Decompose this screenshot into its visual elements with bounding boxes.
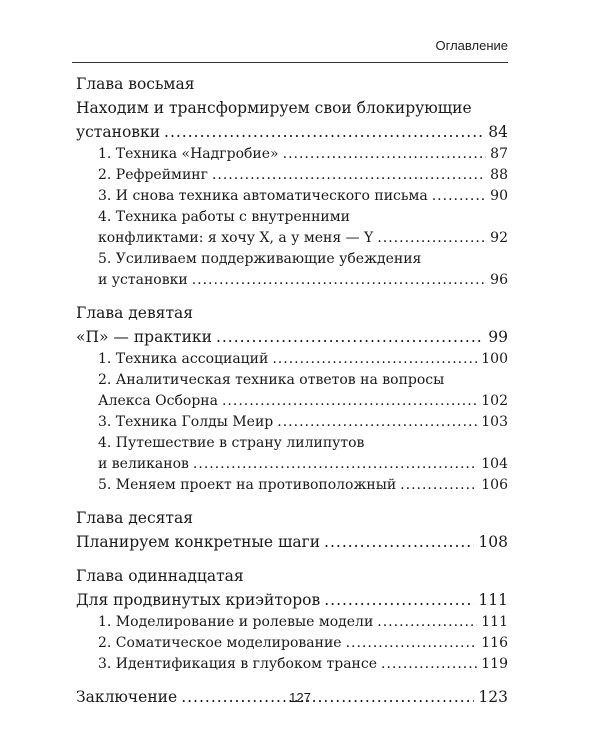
dot-leader [432, 186, 486, 207]
toc-entry[interactable] [76, 349, 508, 370]
entry-title: «П» — практики [76, 328, 212, 346]
dot-leader [324, 588, 474, 612]
entry-title: 5. Меняем проект на противоположный [98, 477, 397, 493]
dot-leader [222, 391, 477, 412]
toc-entry[interactable] [76, 186, 508, 207]
dot-leader [381, 654, 477, 675]
toc-entry[interactable] [76, 633, 508, 654]
dot-leader [164, 120, 484, 144]
dot-leader [400, 475, 477, 496]
page-number: 123 [478, 688, 508, 706]
entry-title-line: 2. Аналитическая техника ответов на вопросы [98, 372, 445, 388]
dot-leader [216, 325, 484, 349]
page-number: 116 [481, 635, 508, 651]
page-number: 103 [481, 414, 508, 430]
entry-title-line: 4. Техника работы с внутренними [98, 209, 350, 225]
chapter-title-entry[interactable] [76, 325, 508, 349]
page-number: 102 [481, 393, 508, 409]
entry-title: Заключение [76, 688, 178, 706]
page-number: 106 [481, 477, 508, 493]
entry-title: Алекса Осборна [98, 393, 218, 409]
page-number: 90 [490, 188, 508, 204]
toc-entry[interactable] [76, 475, 508, 496]
toc-entry[interactable] [76, 654, 508, 675]
chapter-8 [76, 72, 508, 291]
chapter-11 [76, 564, 508, 675]
toc-entry[interactable] [76, 228, 508, 249]
entry-title: 1. Техника «Надгробие» [98, 146, 279, 162]
chapter-title-line: Находим и трансформируем свои блокирующие [76, 99, 472, 117]
dot-leader [212, 165, 486, 186]
page-number: 119 [481, 656, 508, 672]
dot-leader [192, 270, 486, 291]
dot-leader [324, 530, 474, 554]
page-number: 108 [478, 533, 508, 551]
entry-title: и великанов [98, 456, 189, 472]
entry-title-line: 4. Путешествие в страну лилипутов [98, 435, 365, 451]
chapter-10 [76, 506, 508, 554]
page-header [72, 34, 508, 63]
page-number: 104 [481, 456, 508, 472]
dot-leader [346, 633, 478, 654]
chapter-9 [76, 301, 508, 496]
toc-entry[interactable] [76, 454, 508, 475]
entry-title: Для продвинутых криэйторов [76, 591, 321, 609]
dot-leader [277, 412, 477, 433]
dot-leader [272, 349, 477, 370]
dot-leader [377, 612, 477, 633]
page-number: 88 [490, 167, 508, 183]
entry-title: конфликтами: я хочу X, а у меня — Y [98, 230, 374, 246]
toc-entry[interactable] [76, 270, 508, 291]
entry-title: 2. Рефрейминг [98, 167, 208, 183]
page-number: 87 [490, 146, 508, 162]
page-number: 111 [478, 591, 508, 609]
dot-leader [283, 144, 487, 165]
entry-title: 1. Техника ассоциаций [98, 351, 269, 367]
dot-leader [193, 454, 477, 475]
chapter-title-entry[interactable] [76, 120, 508, 144]
dot-leader [377, 228, 486, 249]
entry-title-line: 5. Усиливаем поддерживающие убеждения [98, 251, 422, 267]
entry-title: 3. Техника Голды Меир [98, 414, 274, 430]
page-number: 111 [481, 614, 508, 630]
toc-entry[interactable] [76, 165, 508, 186]
chapter-title-entry[interactable] [76, 530, 508, 554]
page-number: 99 [488, 328, 508, 346]
page-number: 84 [488, 123, 508, 141]
entry-title: установки [76, 123, 161, 141]
entry-title: Планируем конкретные шаги [76, 533, 321, 551]
entry-title: 1. Моделирование и ролевые модели [98, 614, 374, 630]
running-header-title: Оглавление [435, 38, 508, 53]
toc-entry[interactable] [76, 391, 508, 412]
page-number: 92 [490, 230, 508, 246]
chapter-label: Глава одиннадцатая [76, 567, 244, 585]
chapter-label: Глава восьмая [76, 75, 195, 93]
chapter-label: Глава девятая [76, 304, 194, 322]
entry-title: 2. Соматическое моделирование [98, 635, 342, 651]
entry-title: 3. Идентификация в глубоком трансе [98, 656, 378, 672]
toc-entry[interactable] [76, 412, 508, 433]
toc-entry[interactable] [76, 612, 508, 633]
page-number: 96 [490, 272, 508, 288]
page-number-footer: 127 [289, 690, 311, 705]
entry-title: 3. И снова техника автоматического письма [98, 188, 428, 204]
chapter-title-entry[interactable] [76, 588, 508, 612]
toc-entry[interactable] [76, 144, 508, 165]
entry-title: и установки [98, 272, 188, 288]
table-of-contents [76, 72, 508, 709]
chapter-label: Глава десятая [76, 509, 194, 527]
page-number: 100 [481, 351, 508, 367]
